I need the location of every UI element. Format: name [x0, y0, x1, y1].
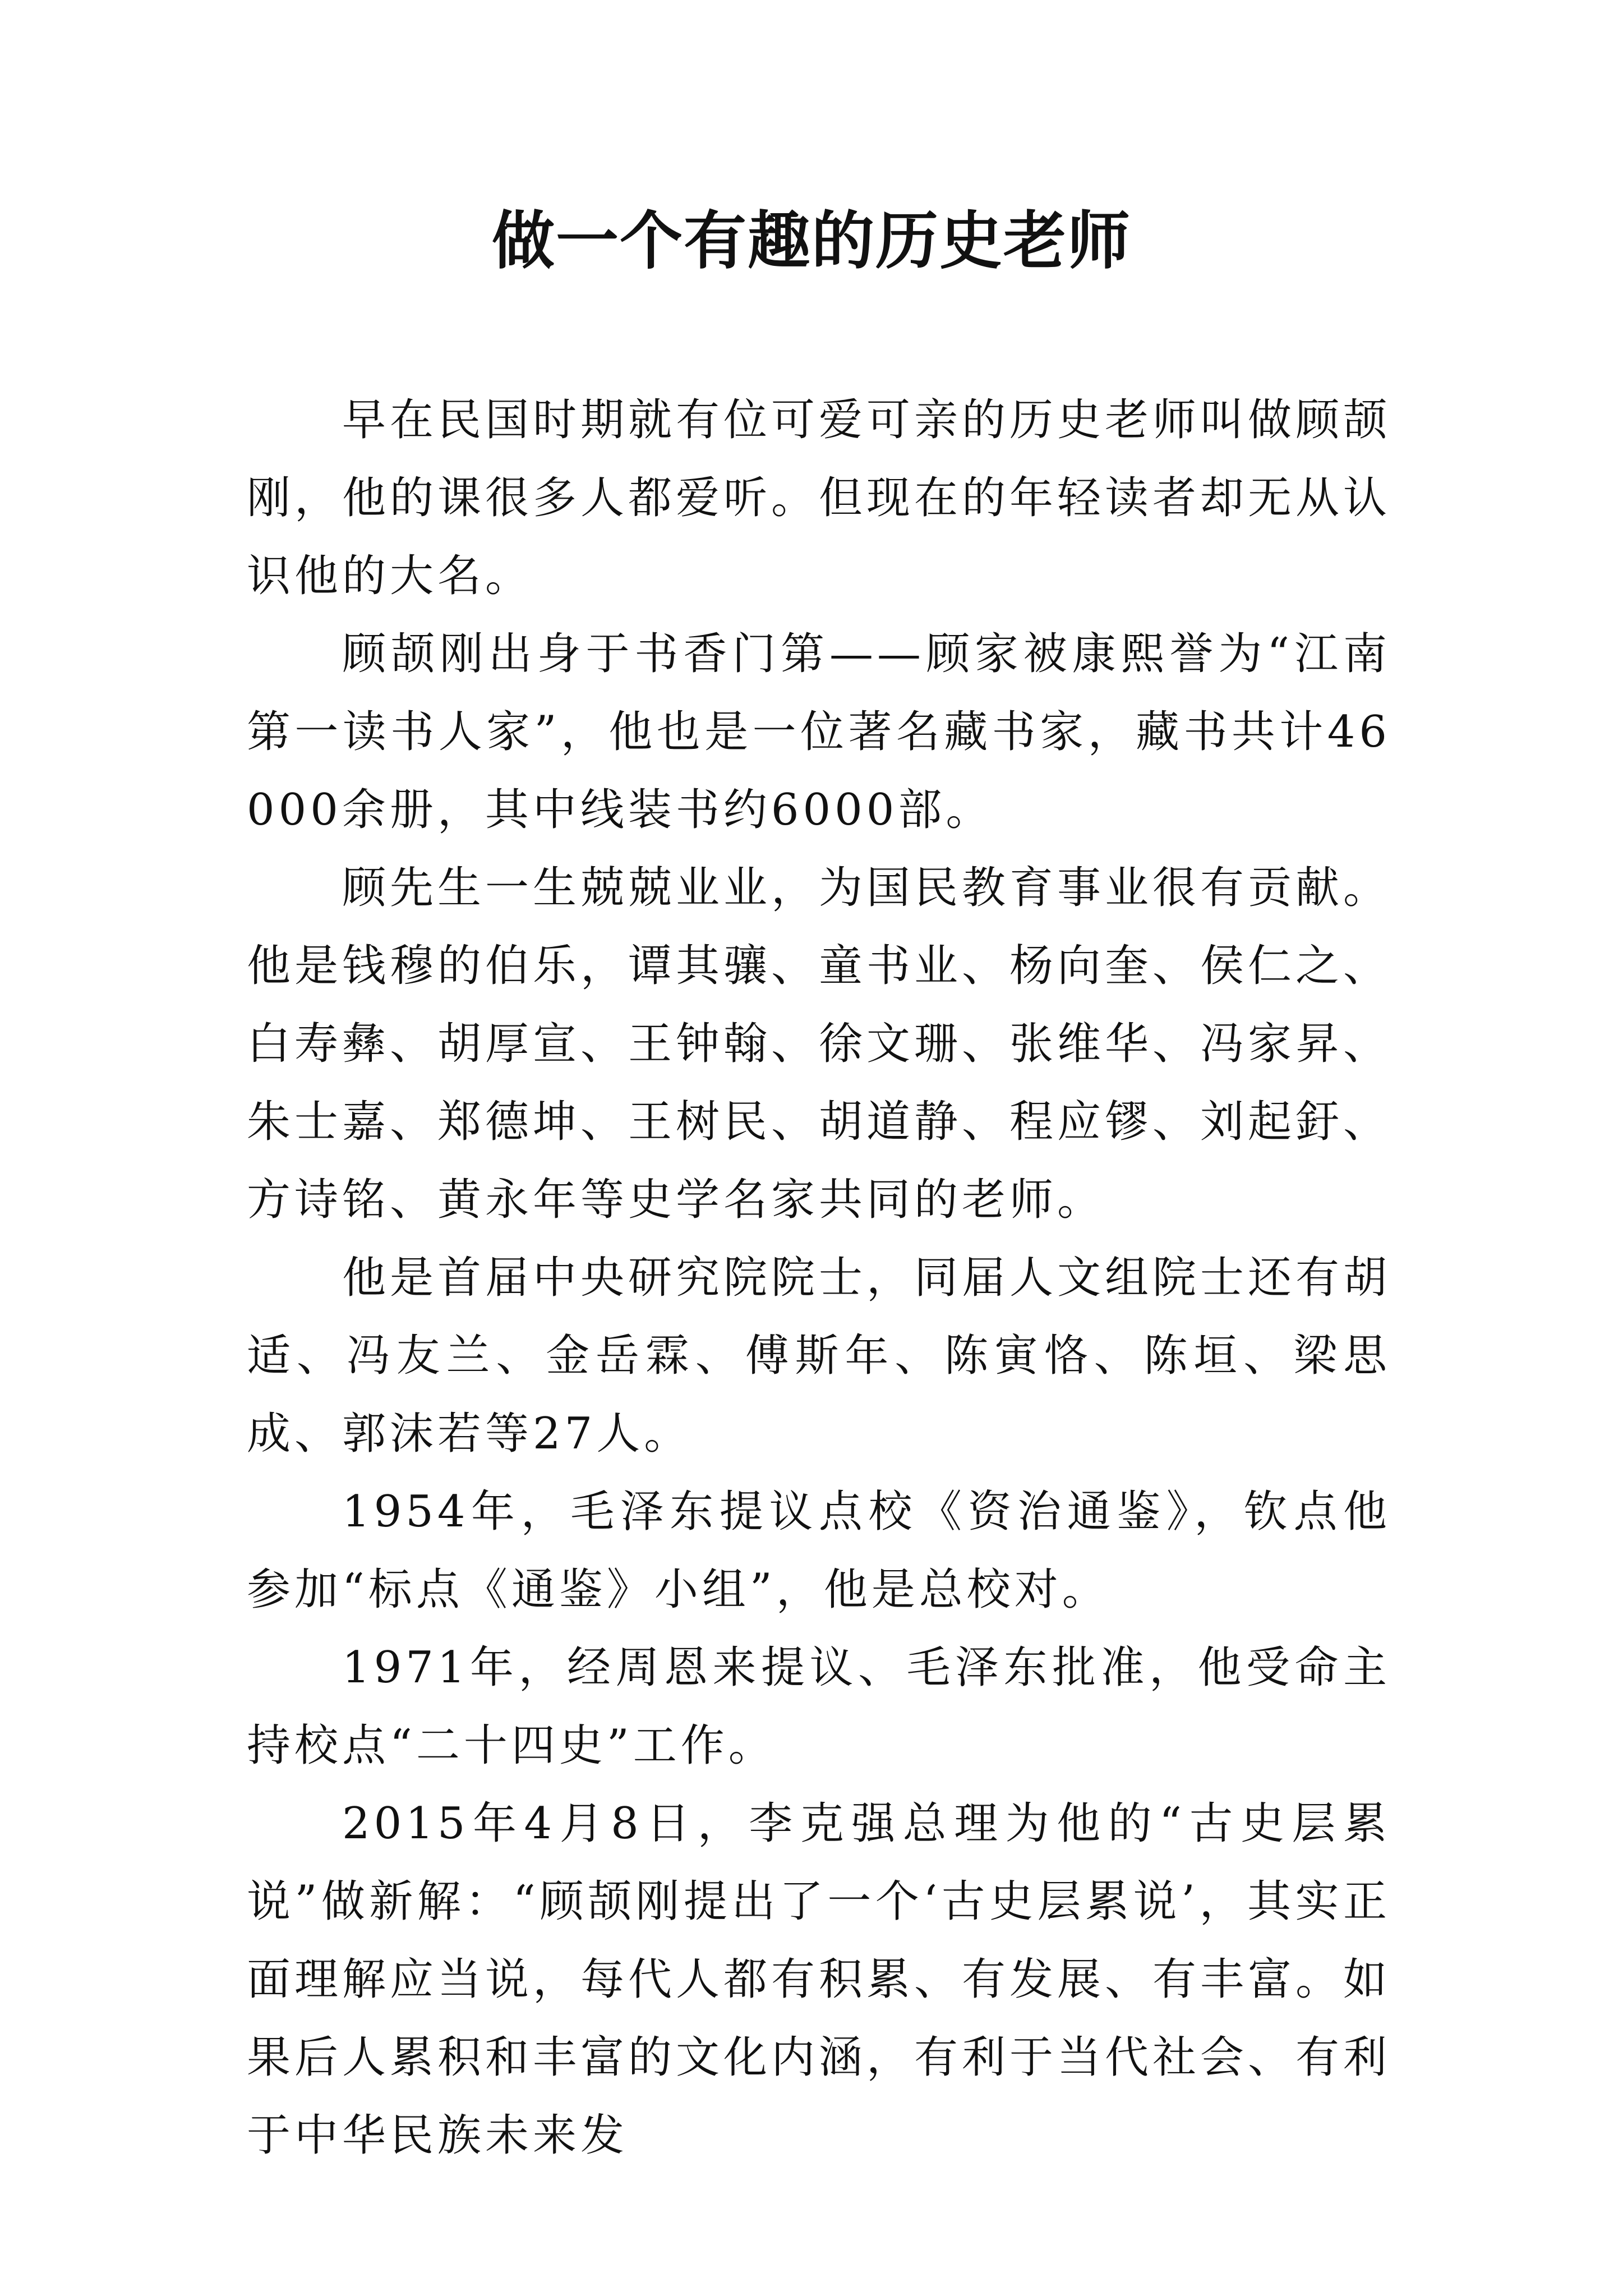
paragraph: 顾先生一生兢兢业业，为国民教育事业很有贡献。他是钱穆的伯乐，谭其骧、童书业、杨向奎、侯仁之、白寿彝、胡厚宣、王钟翰、徐文珊、张维华、冯家昇、朱士嘉、郑德坤、王树民、胡道静、程应镠、刘起釪、方诗铭、黄永年等史学名家共同的老师。 [247, 863, 1391, 1225]
paragraph: 顾颉刚出身于书香门第——顾家被康熙誉为“江南第一读书人家”，他也是一位著名藏书家，藏书共计46000余册，其中线装书约6000部。 [247, 629, 1391, 835]
paragraph: 他是首届中央研究院院士，同届人文组院士还有胡适、冯友兰、金岳霖、傅斯年、陈寅恪、陈垣、梁思成、郭沫若等27人。 [247, 1253, 1391, 1459]
document-title: 做一个有趣的历史老师 [492, 204, 1131, 278]
paragraph: 1971年，经周恩来提议、毛泽东批准，他受命主持校点“二十四史”工作。 [247, 1642, 1391, 1771]
document-body [247, 381, 1391, 2175]
paragraph: 2015年4月8日，李克强总理为他的“古史层累说”做新解：“顾颉刚提出了一个‘古史层累说’，其实正面理解应当说，每代人都有积累、有发展、有丰富。如果后人累积和丰富的文化内涵，有利于当代社会、有利于中华民族未来发 [247, 1798, 1391, 2161]
paragraph: 早在民国时期就有位可爱可亲的历史老师叫做顾颉刚，他的课很多人都爱听。但现在的年轻读者却无从认识他的大名。 [247, 395, 1391, 601]
paragraph: 1954年，毛泽东提议点校《资治通鉴》，钦点他参加“标点《通鉴》小组”，他是总校对。 [247, 1487, 1391, 1615]
